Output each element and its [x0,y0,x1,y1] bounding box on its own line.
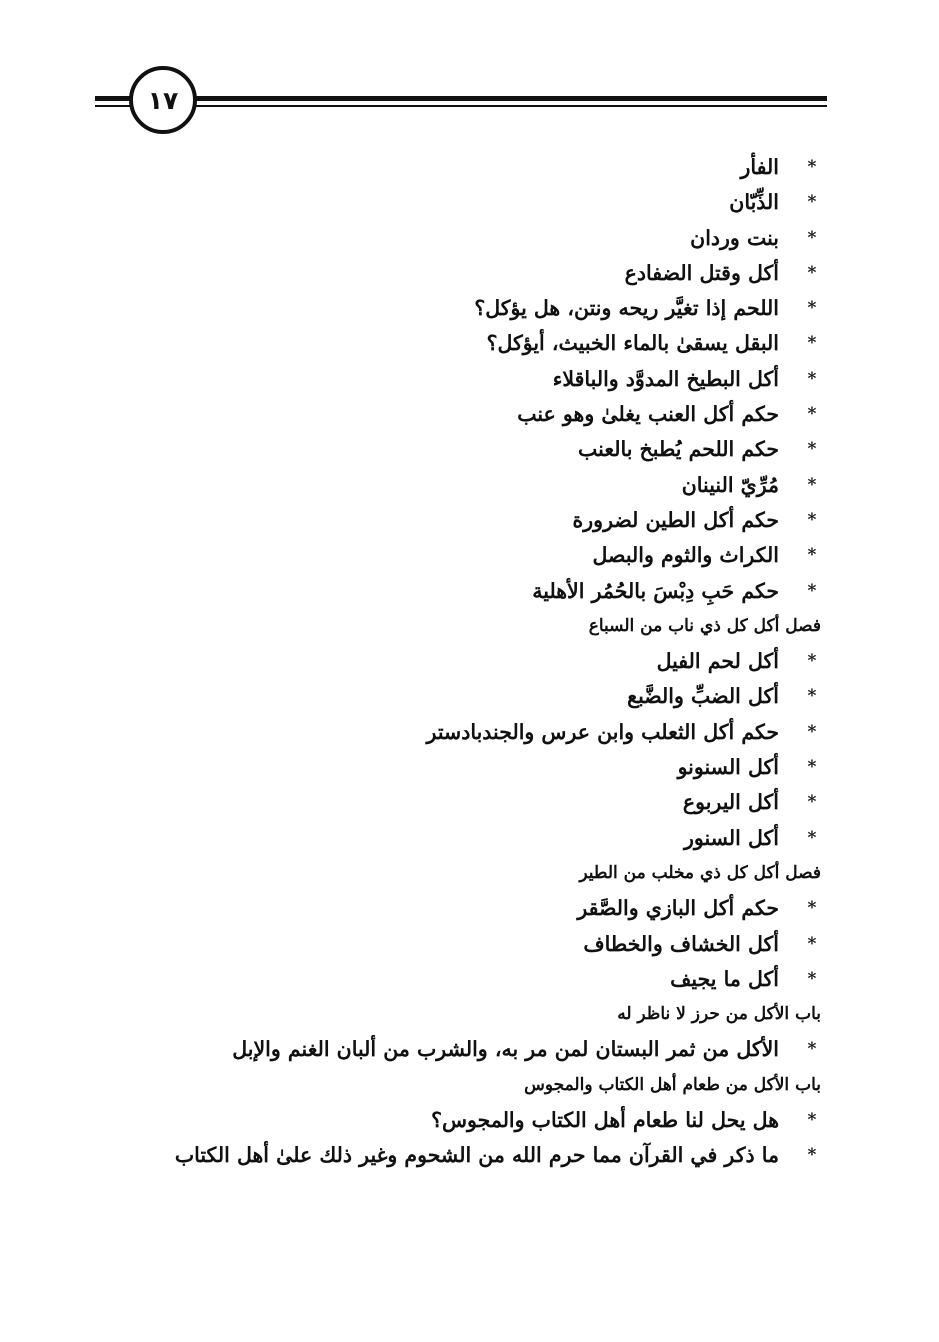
section-heading: باب الأكل من طعام أهل الكتاب والمجوس [524,1074,821,1095]
list-item-text: ما ذكر في القرآن مما حرم الله من الشحوم وغير ذلك علىٰ أهل الكتاب [174,1143,779,1168]
list-item [101,679,821,714]
asterisk-bullet-icon: * [807,1039,817,1060]
asterisk-bullet-icon: * [807,757,817,778]
list-item-text: الذِّبّان [729,190,779,215]
asterisk-bullet-icon: * [807,298,817,319]
list-item-text: حكم أكل البازي والصَّقر [577,896,779,921]
section-heading: باب الأكل من حرز لا ناظر له [617,1004,821,1025]
page-number-badge [129,66,197,134]
list-item-text: هل يحل لنا طعام أهل الكتاب والمجوس؟ [431,1108,779,1133]
list-item [101,432,821,467]
page-number: ١٧ [147,85,179,115]
asterisk-bullet-icon: * [807,404,817,425]
asterisk-bullet-icon: * [807,262,817,283]
list-item-text: حكم أكل العنب يغلىٰ وهو عنب [517,402,779,427]
list-item-text: أكل وقتل الضفادع [624,260,779,285]
asterisk-bullet-icon: * [807,157,817,177]
list-item [101,1103,821,1138]
list-item-text: أكل الضبِّ والضَّبع [627,684,779,709]
list-item [101,397,821,432]
asterisk-bullet-icon: * [807,509,817,530]
list-item-text: أكل السنور [683,825,779,850]
asterisk-bullet-icon: * [807,827,817,848]
header-rule-thin [95,105,827,107]
asterisk-bullet-icon: * [807,792,817,813]
list-item [101,644,821,679]
asterisk-bullet-icon: * [807,1110,817,1131]
list-item-text: حكم أكل الثعلب وابن عرس والجندبادستر [426,719,779,744]
list-item [101,256,821,291]
list-item [101,150,821,185]
list-item [101,750,821,785]
list-item [101,574,821,609]
list-item [101,821,821,856]
list-item-text: حكم اللحم يُطبخ بالعنب [578,437,779,462]
asterisk-bullet-icon: * [807,439,817,460]
asterisk-bullet-icon: * [807,333,817,354]
asterisk-bullet-icon: * [807,1145,817,1166]
asterisk-bullet-icon: * [807,933,817,954]
section-heading: فصل أكل كل ذي ناب من السباع [588,615,821,636]
list-item [101,362,821,397]
list-item-text: أكل السنونو [677,755,779,780]
asterisk-bullet-icon: * [807,474,817,495]
list-item [101,326,821,361]
section-heading: فصل أكل كل ذي مخلب من الطير [579,862,821,883]
asterisk-bullet-icon: * [807,651,817,672]
list-item-text: مُرِّيّ النينان [681,472,779,497]
list-item [101,891,821,926]
contents-list [101,150,821,1174]
asterisk-bullet-icon: * [807,968,817,989]
page-header [95,60,827,140]
list-item-text: حكم حَبِ دِبْسَ بالحُمُر الأهلية [532,578,779,603]
list-item-text: الكراث والثوم والبصل [592,543,779,568]
list-item-text: أكل اليربوع [682,790,779,815]
asterisk-bullet-icon: * [807,580,817,601]
header-rule-thick [95,96,827,101]
asterisk-bullet-icon: * [807,898,817,919]
list-item-text: أكل لحم الفيل [656,649,779,674]
list-item [101,962,821,997]
list-item-text: أكل البطيخ المدوَّد والباقلاء [552,366,779,391]
list-item-text: اللحم إذا تغيَّر ريحه ونتن، هل يؤكل؟ [474,296,779,321]
list-item [101,927,821,962]
list-item [101,468,821,503]
list-item [101,715,821,750]
asterisk-bullet-icon: * [807,686,817,707]
list-item [101,1032,821,1067]
list-item [101,503,821,538]
list-item [101,291,821,326]
asterisk-bullet-icon: * [807,721,817,742]
list-item [101,785,821,820]
list-item-text: أكل ما يجيف [670,966,779,991]
list-item-text: حكم أكل الطين لضرورة [572,507,779,532]
list-item-text: الفأر [740,155,779,179]
asterisk-bullet-icon: * [807,368,817,389]
list-item [101,185,821,220]
list-item [101,221,821,256]
list-item [101,538,821,573]
asterisk-bullet-icon: * [807,545,817,566]
list-item [101,1138,821,1173]
asterisk-bullet-icon: * [807,227,817,248]
list-item-text: أكل الخشاف والخطاف [583,931,779,956]
asterisk-bullet-icon: * [807,192,817,213]
list-item-text: البقل يسقىٰ بالماء الخبيث، أيؤكل؟ [486,331,779,356]
list-item-text: الأكل من ثمر البستان لمن مر به، والشرب من ألبان الغنم والإبل [232,1037,779,1062]
list-item-text: بنت وردان [690,225,779,250]
